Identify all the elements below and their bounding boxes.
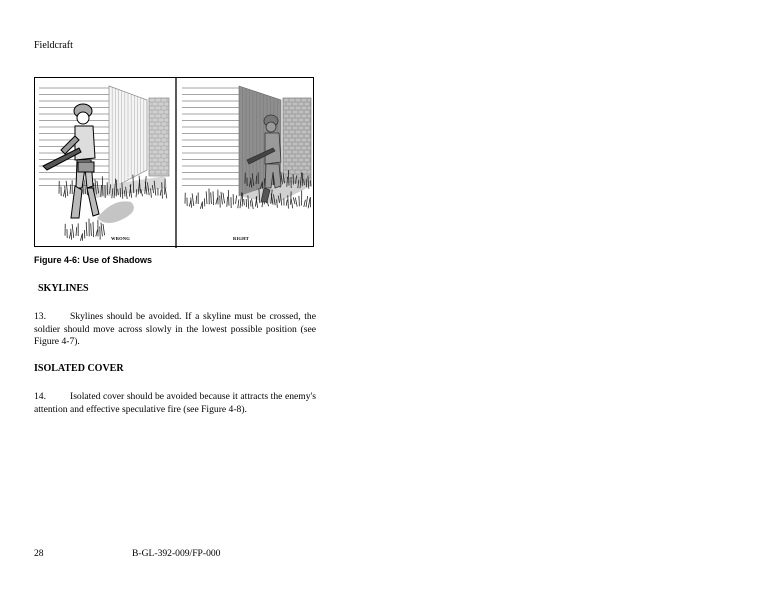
section-heading-isolated-cover: ISOLATED COVER xyxy=(34,363,124,374)
section-heading-skylines: SKYLINES xyxy=(38,283,89,294)
paragraph-number: 14. xyxy=(34,391,46,402)
paragraph-14 xyxy=(34,391,316,416)
paragraph-number: 13. xyxy=(34,311,46,322)
wrong-panel-scene xyxy=(39,86,169,241)
running-header: Fieldcraft xyxy=(34,40,73,51)
page-number: 28 xyxy=(34,548,44,559)
document-code: B-GL-392-009/FP-000 xyxy=(132,548,221,559)
paragraph-text: Skylines should be avoided. If a skyline must be crossed, the soldier should move across slowly in the lowest possible position (see Figure 4-7). xyxy=(34,311,316,347)
figure-caption: Figure 4-6: Use of Shadows xyxy=(34,255,153,265)
paragraph-13 xyxy=(34,311,316,349)
figure-illustration xyxy=(35,78,315,248)
panel-label-wrong: WRONG xyxy=(111,236,130,241)
paragraph-text: Isolated cover should be avoided because it attracts the enemy's attention and effective speculative fire (see Figure 4-8). xyxy=(34,391,316,415)
panel-label-right: RIGHT xyxy=(233,236,250,241)
figure-use-of-shadows xyxy=(34,77,314,247)
right-panel-scene xyxy=(182,86,311,209)
